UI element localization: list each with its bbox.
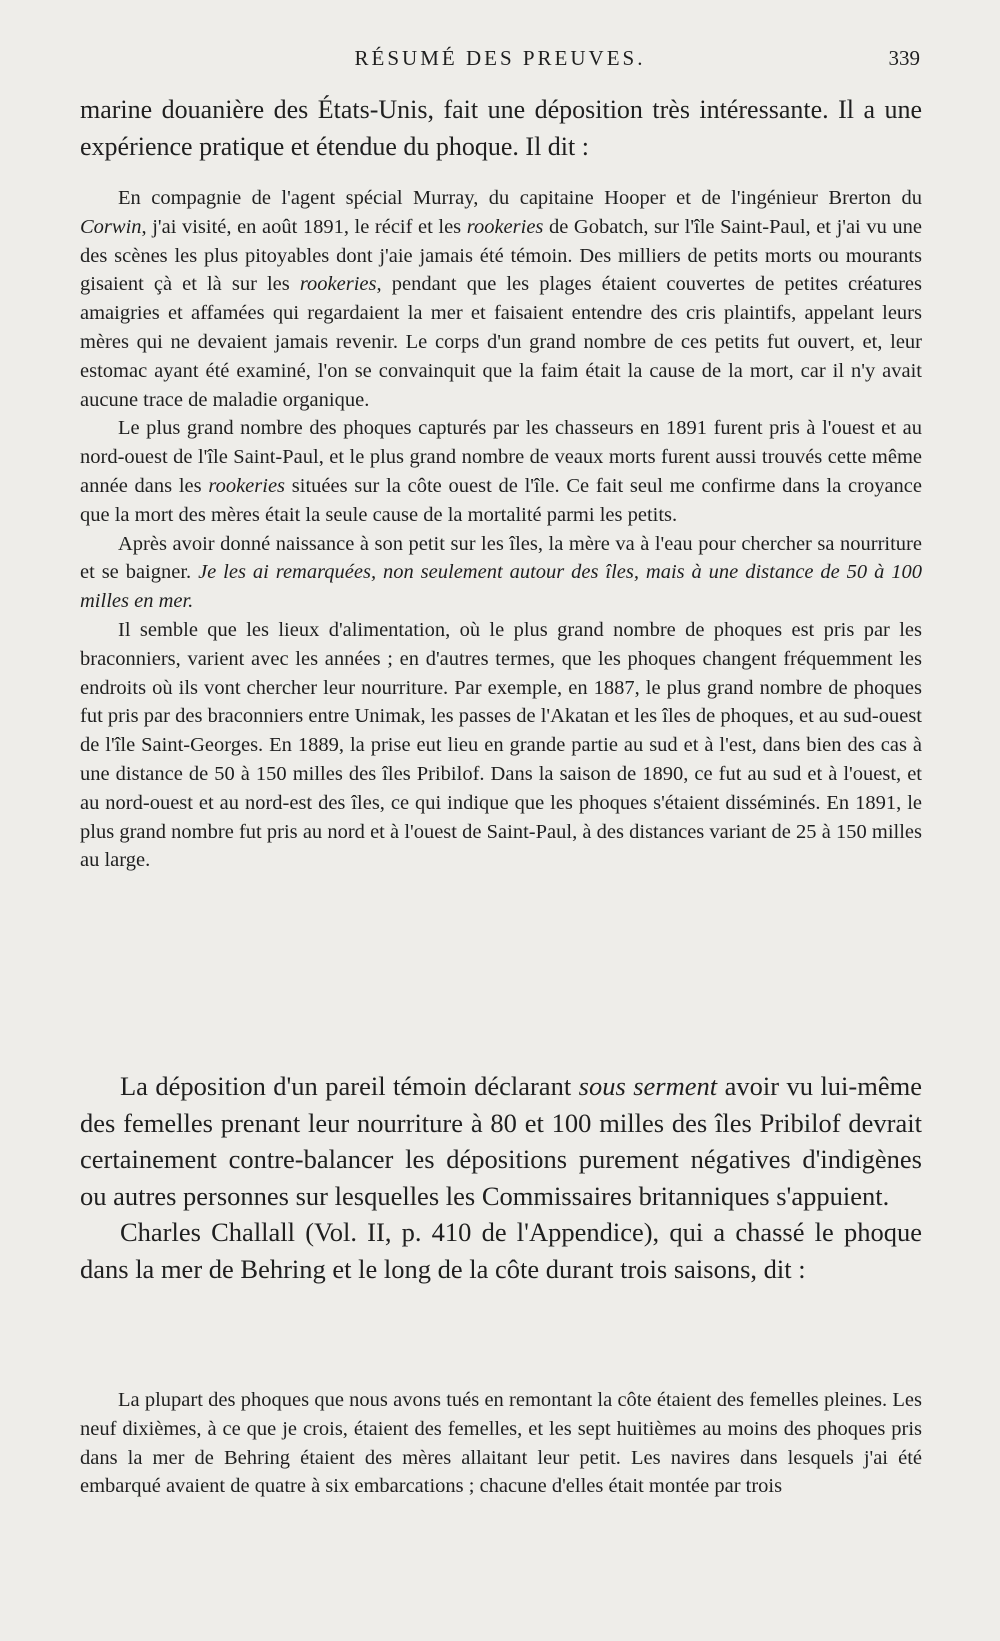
emphasized-phrase: sous serment <box>578 1071 718 1101</box>
quote-paragraph-1 <box>80 184 922 414</box>
body-text-run: La déposition d'un pareil témoin déclarant <box>120 1071 579 1101</box>
emphasized-sentence: Je les ai remarquées, non seulement autour des îles, mais à une distance de 50 à 100 milles en mer. <box>80 561 923 613</box>
quoted-testimony-2 <box>80 1386 922 1501</box>
quoted-testimony-1 <box>80 184 922 875</box>
quote-text: de Gobatch, sur l'île Saint-Paul, et j'ai vu une des scènes les plus pitoyables dont j'aie jamais été témoin. Des milliers de petits morts ou mourants gisaient çà et là sur les <box>80 215 922 296</box>
lead-paragraph-block <box>80 92 922 165</box>
rookeries-term: rookeries <box>299 273 377 296</box>
body-text <box>80 1068 922 1287</box>
body-paragraph-1 <box>80 1068 922 1214</box>
quote-text: , pendant que les plages étaient couvertes de petites créatures amaigries et affamées qui regardaient la mer et faisaient entendre des cris plaintifs, appelant leurs mères qui ne devaient jamais revenir. Le corps d'un grand nombre de ces petits fut ouvert, et, leur estomac ayant été examiné, l'on se convainquit que la faim était la cause de la mort, car il n'y avait aucune trace de maladie organique. <box>80 273 922 411</box>
rookeries-term: rookeries <box>208 474 286 497</box>
body-paragraph-2: Charles Challall (Vol. II, p. 410 de l'Appendice), qui a chassé le phoque dans la mer de Behring et le long de la côte durant trois saisons, dit : <box>80 1217 922 1284</box>
quote-text: , j'ai visité, en août 1891, le récif et les <box>141 215 467 238</box>
running-title: RÉSUMÉ DES PREUVES. <box>354 46 646 70</box>
page-number: 339 <box>888 46 920 70</box>
quote-text: Le plus grand nombre des phoques capturés par les chasseurs en 1891 furent pris à l'ouest et au nord-ouest de l'île Saint-Paul, et le plus grand nombre de veaux morts furent aussi trouvés cette même année dans les <box>80 417 922 497</box>
page-header <box>80 46 920 76</box>
lead-paragraph: marine douanière des États-Unis, fait une déposition très intéressante. Il a une expérience pratique et étendue du phoque. Il dit : <box>80 95 922 161</box>
quote-paragraph-3 <box>80 530 922 616</box>
body-text-run: avoir vu lui-même des femelles prenant leur nourriture à 80 et 100 milles des îles Pribilof devrait certainement contre-balancer les dépositions purement négatives d'indigènes ou autres personnes sur lesquelles les Commissaires britanniques s'appuient. <box>80 1071 922 1211</box>
quote-paragraph-4: Il semble que les lieux d'alimentation, où le plus grand nombre de phoques est pris par les braconniers, varient avec les années ; en d'autres termes, que les phoques changent fréquemment les endroits où ils vont chercher leur nourriture. Par exemple, en 1887, le plus grand nombre de phoques fut pris par des braconniers entre Unimak, les passes de l'Akatan et les îles de phoques, et au sud-ouest de l'île Saint-Georges. En 1889, la prise eut lieu en grande partie au sud et à l'est, dans bien des cas à une distance de 50 à 150 milles des îles Pribilof. Dans la saison de 1890, ce fut au sud et à l'ouest, et au nord-ouest et au nord-est des îles, ce qui indique que les phoques s'étaient disséminés. En 1891, le plus grand nombre fut pris au nord et à l'ouest de Saint-Paul, à des distances variant de 25 à 150 milles au large. <box>80 618 922 872</box>
quote-paragraph: La plupart des phoques que nous avons tués en remontant la côte étaient des femelles pleines. Les neuf dixièmes, à ce que je crois, étaient des femelles, et les sept huitièmes au moins des phoques pris dans la mer de Behring étaient des mères allaitant leur petit. Les navires dans lesquels j'ai été embarqué avaient de quatre à six embarcations ; chacune d'elles était montée par trois <box>80 1389 922 1498</box>
rookeries-term: rookeries <box>466 215 544 238</box>
quote-text: En compagnie de l'agent spécial Murray, du capitaine Hooper et de l'ingénieur Brerton du <box>118 187 922 209</box>
quote-text: situées sur la côte ouest de l'île. Ce fait seul me confirme dans la croyance que la mort des mères était la seule cause de la mortalité parmi les petits. <box>80 474 922 526</box>
quote-paragraph-2 <box>80 414 922 529</box>
ship-name: Corwin <box>80 215 142 238</box>
quote-text: Après avoir donné naissance à son petit sur les îles, la mère va à l'eau pour chercher sa nourriture et se baigner. <box>80 532 922 584</box>
